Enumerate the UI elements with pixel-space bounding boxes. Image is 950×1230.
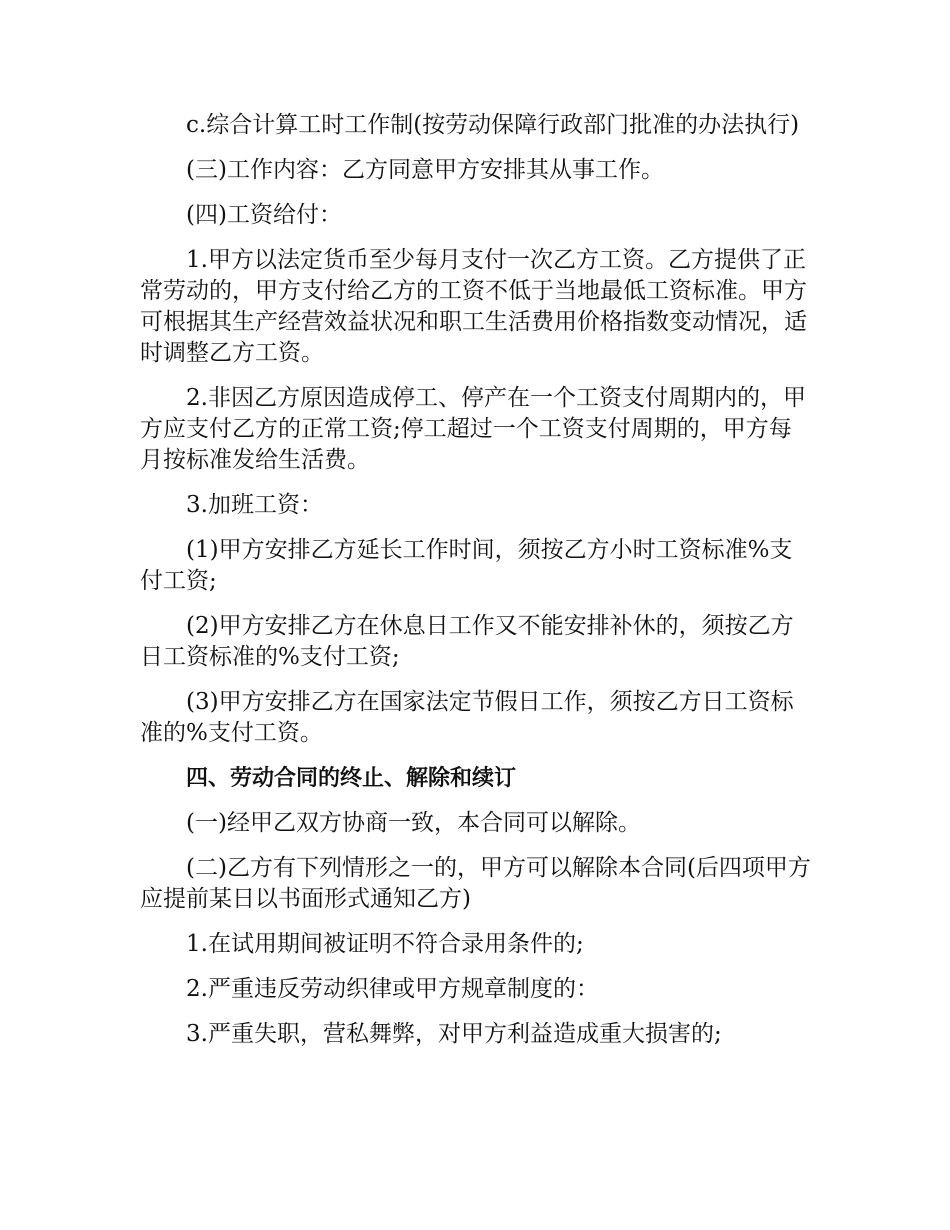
paragraph-termination-item-3: 3.严重失职，营私舞弊，对甲方利益造成重大损害的; bbox=[186, 1021, 722, 1047]
paragraph-wage-item-2: 2.非因乙方原因造成停工、停产在一个工资支付周期内的，甲方应支付乙方的正常工资;停工超过一个工资支付周期的，甲方每月按标准发给生活费。 bbox=[140, 385, 806, 473]
paragraph-work-content: (三)工作内容：乙方同意甲方安排其从事工作。 bbox=[186, 157, 664, 183]
paragraph-termination-1: (一)经甲乙双方协商一致，本合同可以解除。 bbox=[186, 810, 641, 836]
paragraph-termination-2: (二)乙方有下列情形之一的，甲方可以解除本合同(后四项甲方应提前某日以书面形式通知乙方) bbox=[140, 855, 811, 912]
paragraph-termination-item-2: 2.严重违反劳动织律或甲方规章制度的： bbox=[186, 976, 599, 1002]
paragraph-overtime-item-2: (2)甲方安排乙方在休息日工作又不能安排补休的，须按乙方日工资标准的%支付工资; bbox=[140, 613, 794, 670]
paragraph-overtime-item-3: (3)甲方安排乙方在国家法定节假日工作，须按乙方日工资标准的%支付工资。 bbox=[140, 689, 794, 746]
document-page bbox=[140, 110, 812, 1064]
paragraph-overtime-title: 3.加班工资： bbox=[186, 492, 323, 518]
paragraph-overtime-item-1: (1)甲方安排乙方延长工作时间，须按乙方小时工资标准%支付工资; bbox=[140, 537, 793, 594]
paragraph-wage-payment-title: (四)工资给付： bbox=[186, 202, 342, 228]
paragraph-termination-item-1: 1.在试用期间被证明不符合录用条件的; bbox=[186, 931, 584, 957]
paragraph-comprehensive-hours: c.综合计算工时工作制(按劳动保障行政部门批准的办法执行) bbox=[186, 112, 800, 138]
section-heading-termination: 四、劳动合同的终止、解除和续订 bbox=[186, 766, 517, 791]
paragraph-wage-item-1: 1.甲方以法定货币至少每月支付一次乙方工资。乙方提供了正常劳动的，甲方支付给乙方的工资不低于当地最低工资标准。甲方可根据其生产经营效益状况和职工生活费用价格指数变动情况，适时调整乙方工资。 bbox=[140, 247, 807, 366]
